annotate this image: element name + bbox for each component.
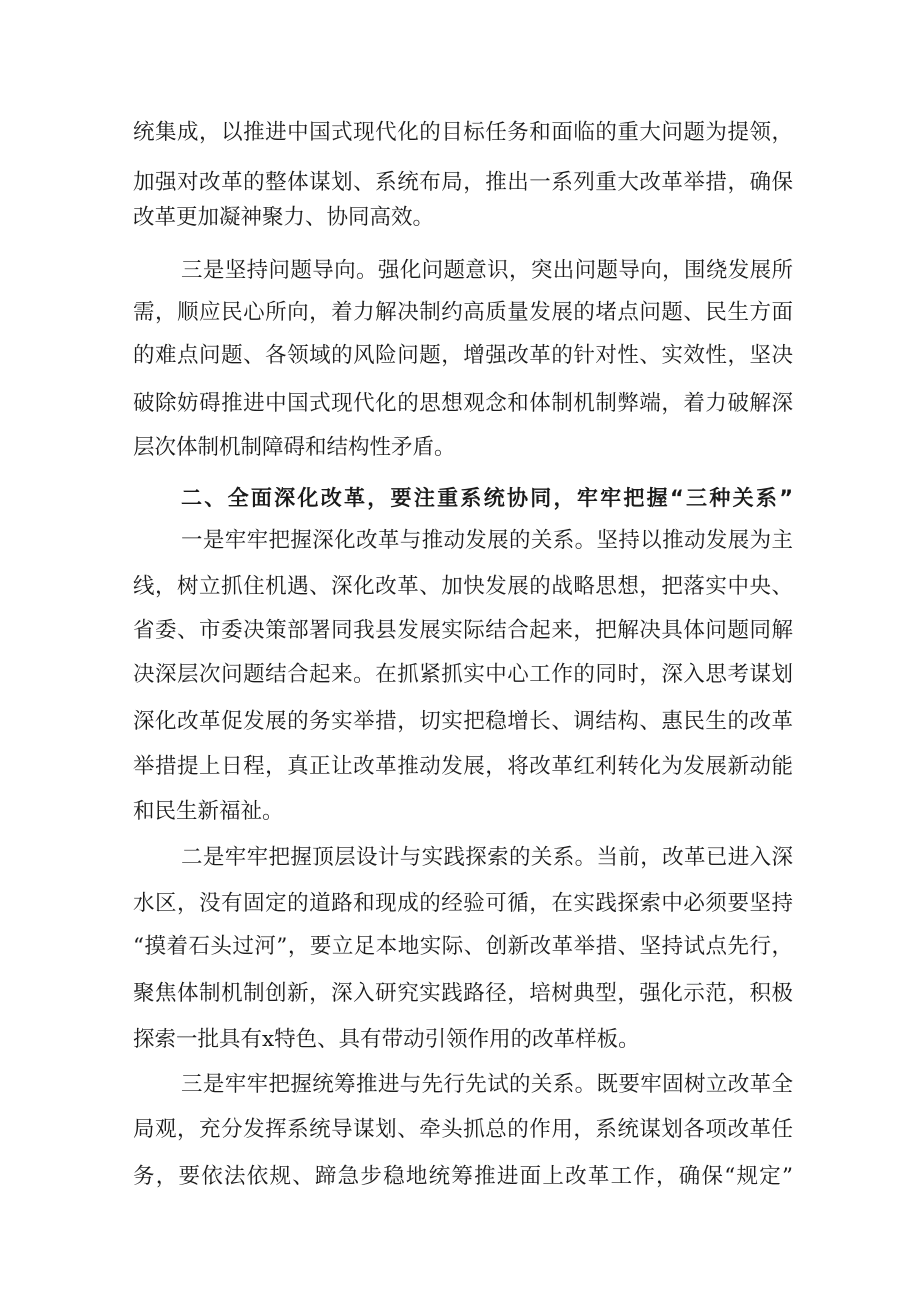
paragraph-line: 务，要依法依规、蹄急步稳地统筹推进面上改革工作，确保“规定” [133,1164,793,1189]
paragraph-line: 层次体制机制障碍和结构性矛盾。 [133,435,456,460]
paragraph-line: 加强对改革的整体谋划、系统布局，推出一系列重大改革举措，确保 [133,170,793,195]
paragraph-line: 破除妨碍推进中国式现代化的思想观念和体制机制弊端，着力破解深 [133,391,793,416]
paragraph-line: 改革更加凝神聚力、协同高效。 [133,205,435,230]
paragraph-line: 深化改革促发展的务实举措，切实把稳增长、调结构、惠民生的改革 [133,709,793,734]
paragraph-line: 线，树立抓住机遇、深化改革、加快发展的战略思想，把落实中央、 [133,574,793,599]
paragraph-line: 举措提上日程，真正让改革推动发展，将改革红利转化为发展新动能 [133,754,793,779]
section-heading: 二、全面深化改革，要注重系统协同，牢牢把握“三种关系” [181,486,793,510]
paragraph-line: 聚焦体制机制创新，深入研究实践路径，培树典型，强化示范，积极 [133,981,793,1006]
paragraph-line: 统集成，以推进中国式现代化的目标任务和面临的重大问题为提领， [133,120,793,145]
paragraph-line: 省委、市委决策部署同我县发展实际结合起来，把解决具体问题同解 [133,618,793,643]
paragraph-line: 和民生新福祉。 [133,799,284,824]
paragraph-line: 的难点问题、各领域的风险问题，增强改革的针对性、实效性，坚决 [133,343,793,368]
paragraph-line: 三是牢牢把握统筹推进与先行先试的关系。既要牢固树立改革全 [181,1072,793,1097]
paragraph-line: 局观，充分发挥系统导谋划、牵头抓总的作用，系统谋划各项改革任 [133,1117,793,1142]
paragraph-line: 三是坚持问题导向。强化问题意识，突出问题导向，围绕发展所 [181,258,793,283]
paragraph-line: 决深层次问题结合起来。在抓紧抓实中心工作的同时，深入思考谋划 [133,662,793,687]
paragraph-line: 需，顺应民心所向，着力解决制约高质量发展的堵点问题、民生方面 [133,300,793,325]
paragraph-line: 探索一批具有x特色、具有带动引领作用的改革样板。 [133,1027,640,1052]
paragraph-line: 一是牢牢把握深化改革与推动发展的关系。坚持以推动发展为主 [181,528,793,553]
paragraph-line: 二是牢牢把握顶层设计与实践探索的关系。当前，改革已进入深 [181,845,793,870]
paragraph-line: “摸着石头过河”，要立足本地实际、创新改革举措、坚持试点先行， [133,934,793,959]
paragraph-line: 水区，没有固定的道路和现成的经验可循，在实践探索中必须要坚持 [133,891,793,916]
